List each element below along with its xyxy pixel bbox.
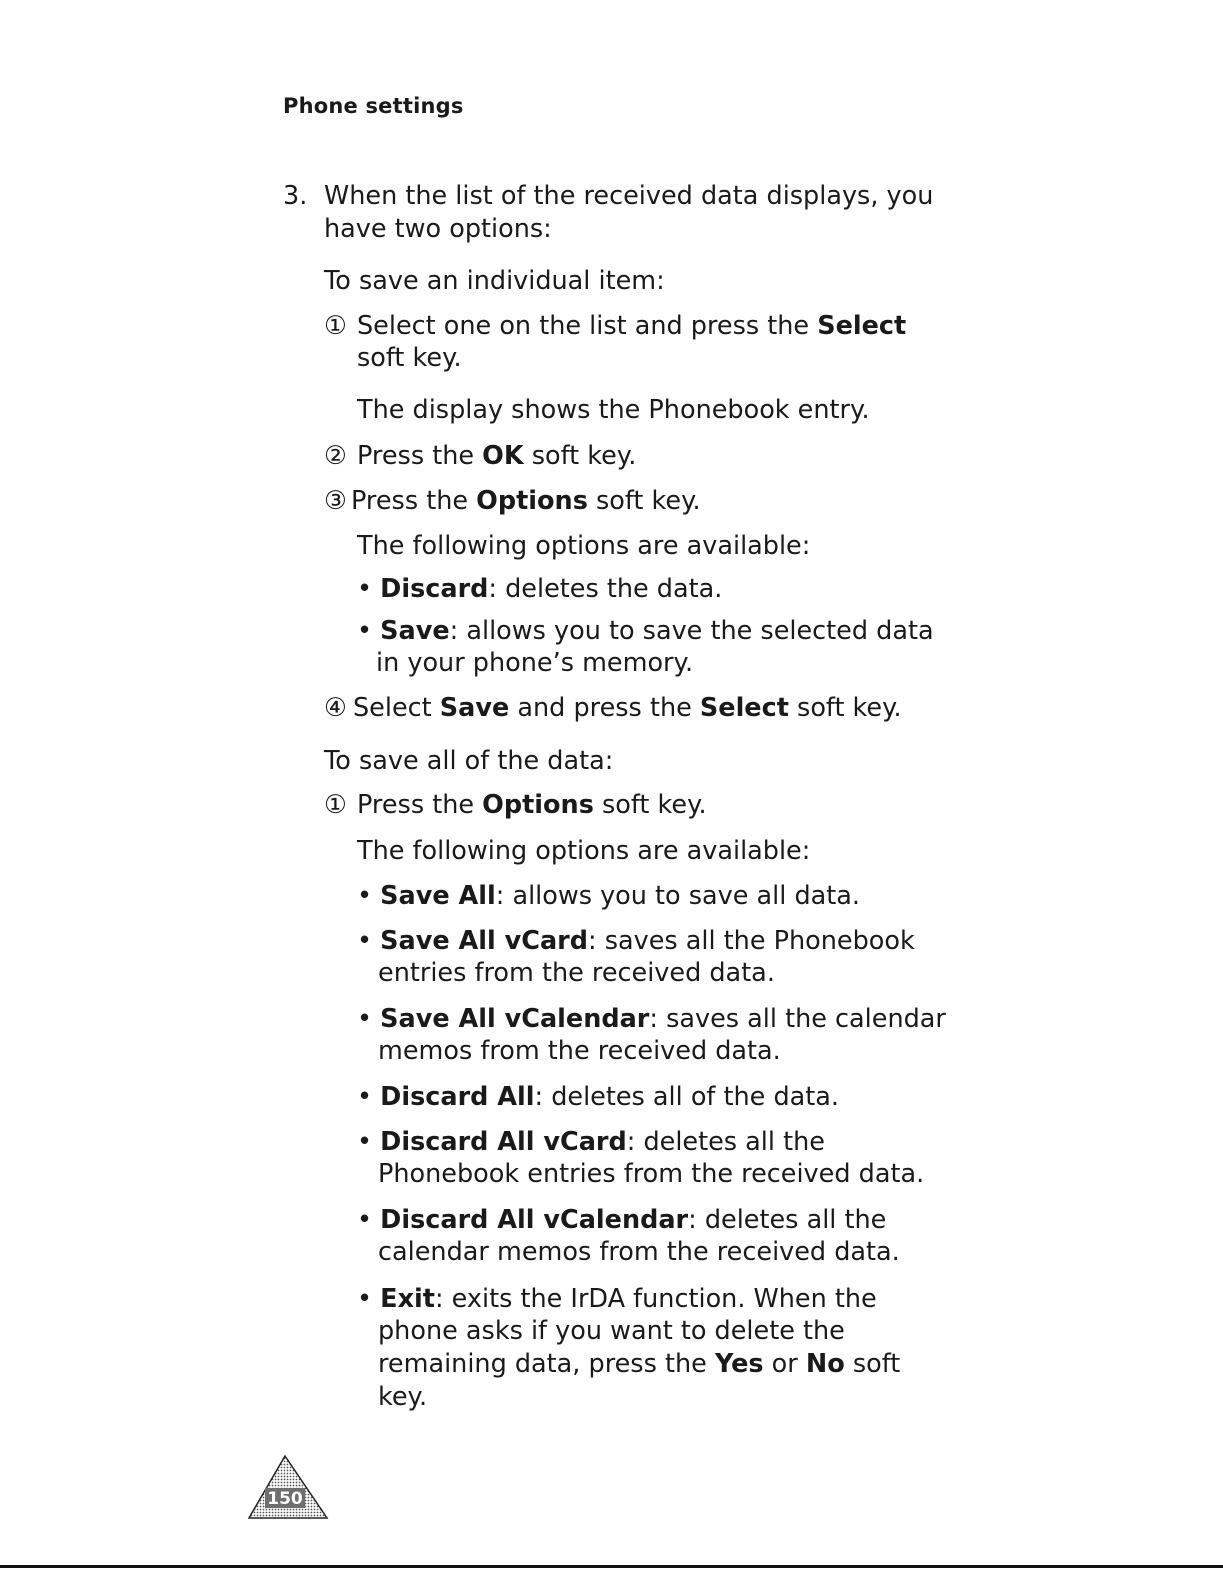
option-save: • Save: allows you to save the selected data (357, 616, 934, 646)
page-number: 150 (267, 1489, 303, 1509)
option-save-all-vcard-line2: entries from the received data. (378, 958, 775, 988)
option-discard-all-vcard: • Discard All vCard: deletes all the (357, 1127, 825, 1157)
bottom-rule (0, 1565, 1223, 1568)
individual-step-1 (324, 310, 347, 342)
individual-step-2-text: Press the OK soft key. (357, 441, 637, 471)
step-marker-4: ④ (324, 693, 347, 723)
option-discard-all-vcard-line2: Phonebook entries from the received data. (378, 1159, 925, 1189)
option-save-line2: in your phone’s memory. (376, 648, 694, 678)
option-exit-line3: remaining data, press the Yes or No soft (378, 1349, 901, 1379)
all-step-1-text: Press the Options soft key. (357, 790, 707, 820)
option-save-all-vcard: • Save All vCard: saves all the Phonebook (357, 926, 915, 956)
bullet-icon: • (357, 616, 373, 646)
individual-step-3-text: Press the Options soft key. (351, 486, 701, 516)
option-discard-all: • Discard All: deletes all of the data. (357, 1082, 840, 1112)
bullet-icon: • (357, 926, 373, 956)
step-marker-3: ③ (324, 486, 347, 516)
individual-heading: To save an individual item: (324, 266, 665, 296)
all-step-1-note: The following options are available: (357, 836, 811, 866)
bullet-icon: • (357, 881, 373, 911)
options-key-label: Options (482, 790, 594, 820)
bullet-icon: • (357, 1284, 373, 1314)
option-discard: • Discard: deletes the data. (357, 574, 723, 604)
option-exit-line2: phone asks if you want to delete the (378, 1316, 845, 1346)
step-number: 3. (283, 181, 308, 211)
step-intro-line2: have two options: (324, 214, 552, 244)
bullet-icon: • (357, 1127, 373, 1157)
section-title: Phone settings (283, 94, 464, 118)
ok-key-label: OK (482, 441, 524, 471)
bullet-icon: • (357, 1004, 373, 1034)
option-save-all-vcalendar-line2: memos from the received data. (378, 1036, 781, 1066)
individual-step-4-text: Select Save and press the Select soft key. (353, 693, 902, 723)
option-save-all: • Save All: allows you to save all data. (357, 881, 860, 911)
options-key-label: Options (476, 486, 588, 516)
individual-step-1-line2: soft key. (357, 343, 462, 373)
all-heading: To save all of the data: (324, 746, 614, 776)
option-save-all-vcalendar: • Save All vCalendar: saves all the calendar (357, 1004, 946, 1034)
step-marker-1: ① (324, 311, 347, 341)
page-number-badge (247, 1454, 329, 1520)
bullet-icon: • (357, 1082, 373, 1112)
individual-step-3-note: The following options are available: (357, 531, 811, 561)
bullet-icon: • (357, 574, 373, 604)
option-discard-all-vcalendar: • Discard All vCalendar: deletes all the (357, 1205, 887, 1235)
individual-step-1-text: Select one on the list and press the Select (357, 311, 907, 341)
step-intro-line1: When the list of the received data displays, you (324, 181, 934, 211)
step-marker-2: ② (324, 441, 347, 471)
step-marker-1-all: ① (324, 790, 347, 820)
option-discard-all-vcalendar-line2: calendar memos from the received data. (378, 1237, 900, 1267)
individual-step-1-note: The display shows the Phonebook entry. (357, 395, 870, 425)
bullet-icon: • (357, 1205, 373, 1235)
select-key-label: Select (817, 311, 907, 341)
option-exit: • Exit: exits the IrDA function. When the (357, 1284, 877, 1314)
option-exit-line4: key. (378, 1382, 428, 1412)
